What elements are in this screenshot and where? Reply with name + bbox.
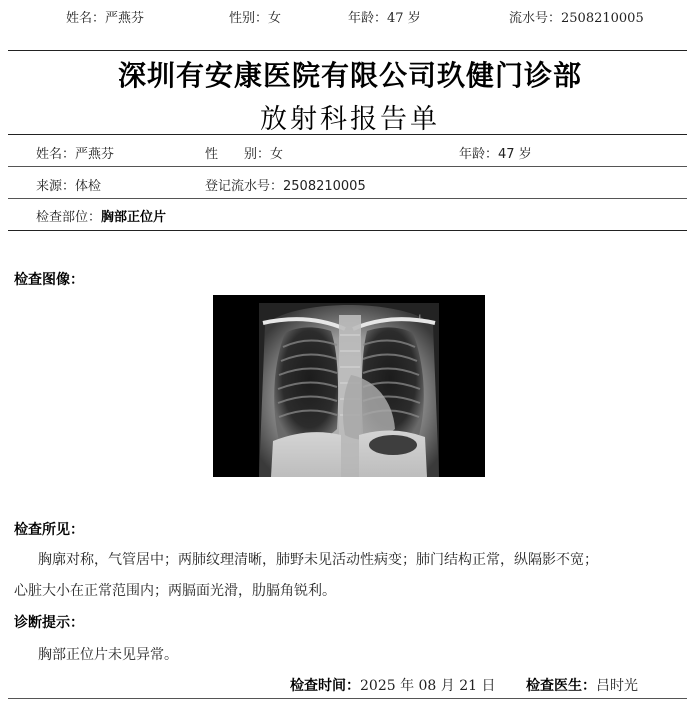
image-section-heading: 检查图像： bbox=[14, 272, 84, 288]
patient-sex-label: 性 别： bbox=[205, 147, 271, 162]
info-top-rule bbox=[8, 134, 687, 135]
header-serial bbox=[509, 7, 644, 26]
hospital-name: 深圳有安康医院有限公司玖健门诊部 bbox=[117, 59, 582, 92]
header-age-value: 47 岁 bbox=[387, 11, 421, 26]
findings-heading: 检查所见： bbox=[14, 522, 84, 538]
patient-source-label: 来源： bbox=[36, 179, 76, 194]
patient-reg-serial bbox=[205, 175, 366, 194]
report-title: 放射科报告单 bbox=[260, 104, 440, 135]
diagnosis-heading: 诊断提示： bbox=[14, 615, 84, 631]
patient-exam-part-value: 胸部正位片 bbox=[101, 210, 167, 225]
header-age-label: 年龄： bbox=[348, 11, 388, 26]
patient-reg-serial-value: 2508210005 bbox=[283, 179, 366, 194]
patient-name-label: 姓名： bbox=[36, 147, 76, 162]
header-divider bbox=[8, 50, 687, 51]
exam-time-label: 检查时间： bbox=[290, 678, 360, 694]
diagnosis-text: 胸部正位片未见异常。 bbox=[38, 647, 178, 663]
header-sex bbox=[229, 7, 281, 26]
patient-reg-serial-label: 登记流水号： bbox=[205, 179, 284, 194]
header-name bbox=[66, 7, 144, 26]
exam-doctor-value: 吕时光 bbox=[596, 678, 638, 694]
header-name-label: 姓名： bbox=[66, 11, 106, 26]
patient-name bbox=[36, 143, 114, 162]
patient-source-value: 体检 bbox=[75, 179, 102, 194]
patient-exam-part-label: 检查部位： bbox=[36, 210, 102, 225]
patient-age bbox=[459, 143, 532, 162]
patient-exam-part bbox=[36, 206, 166, 225]
exam-time-value: 2025 年 08 月 21 日 bbox=[360, 678, 496, 694]
findings-line-2: 心脏大小在正常范围内；两膈面光滑，肋膈角锐利。 bbox=[14, 583, 336, 599]
header-serial-label: 流水号： bbox=[509, 11, 562, 26]
patient-source bbox=[36, 175, 101, 194]
patient-sex-value: 女 bbox=[270, 147, 284, 162]
header-sex-label: 性别： bbox=[229, 11, 269, 26]
header-serial-value: 2508210005 bbox=[561, 11, 644, 26]
chest-xray-image bbox=[213, 295, 485, 477]
findings-line-1: 胸廓对称，气管居中；两肺纹理清晰，肺野未见活动性病变；肺门结构正常，纵隔影不宽； bbox=[38, 552, 598, 568]
patient-sex bbox=[205, 143, 283, 162]
info-bottom-rule bbox=[8, 230, 687, 231]
header-sex-value: 女 bbox=[268, 11, 282, 26]
info-row-rule-2 bbox=[8, 198, 687, 199]
patient-age-label: 年龄： bbox=[459, 147, 499, 162]
xray-side-marker: L bbox=[419, 314, 423, 321]
exam-doctor bbox=[526, 675, 638, 695]
exam-time bbox=[290, 675, 496, 695]
header-age bbox=[348, 7, 421, 26]
exam-doctor-label: 检查医生： bbox=[526, 678, 596, 694]
patient-name-value: 严燕芬 bbox=[75, 147, 115, 162]
patient-age-value: 47 岁 bbox=[498, 147, 532, 162]
header-name-value: 严燕芬 bbox=[105, 11, 145, 26]
footer-rule bbox=[8, 698, 687, 699]
info-row-rule-1 bbox=[8, 166, 687, 167]
